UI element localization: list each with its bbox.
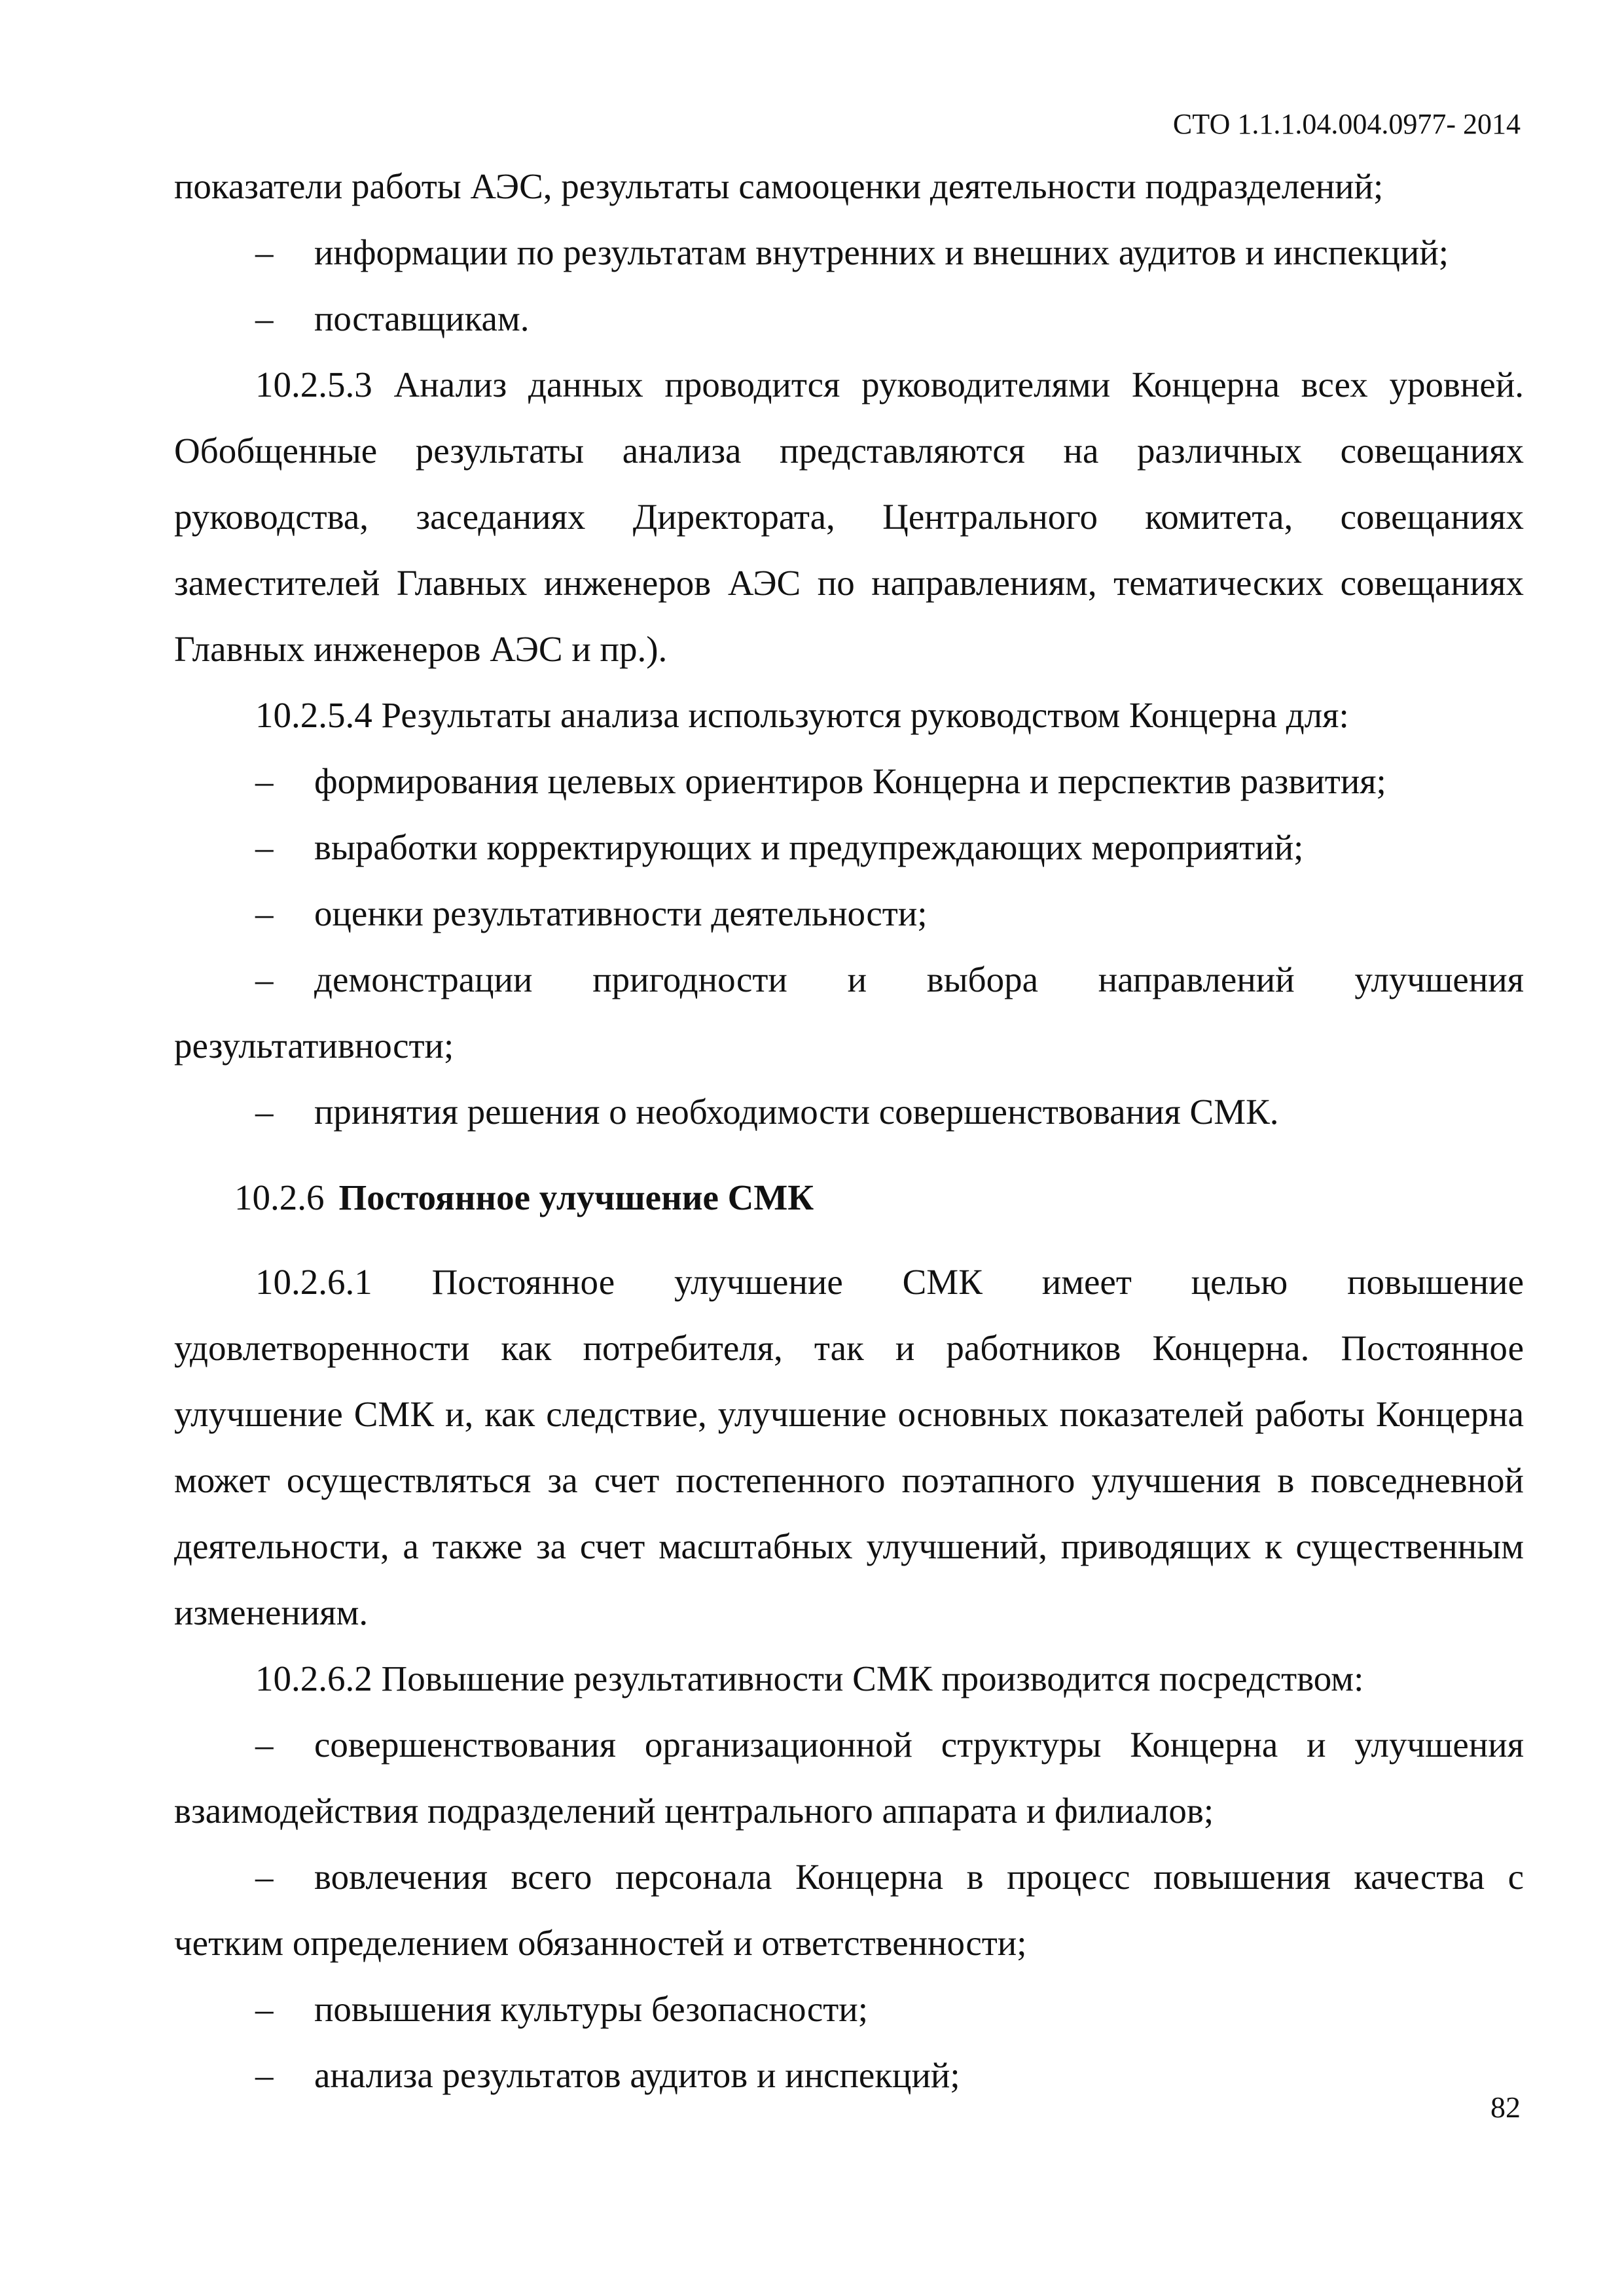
page-number: 82	[1490, 2090, 1521, 2124]
paragraph-10-2-5-4: 10.2.5.4 Результаты анализа используются руководством Концерна для:	[255, 695, 1349, 735]
list-item	[174, 880, 1524, 946]
list-item-text: информации по результатам внутренних и внешних аудитов и инспекций;	[314, 232, 1449, 272]
section-title: Постоянное улучшение СМК	[338, 1177, 814, 1217]
page-body	[174, 153, 1524, 2108]
document-code: СТО 1.1.1.04.004.0977- 2014	[1172, 108, 1521, 140]
list-item	[174, 1976, 1524, 2042]
list-item	[174, 814, 1524, 880]
dash-marker: –	[255, 1989, 274, 2029]
list-item-text: анализа результатов аудитов и инспекций;	[314, 2055, 960, 2095]
dash-marker: –	[255, 1092, 274, 1132]
list-item-text: выработки корректирующих и предупреждающих мероприятий;	[314, 827, 1304, 867]
list-item-text: демонстрации пригодности и выбора направлений улучшения результативности;	[174, 960, 1524, 1066]
dash-marker: –	[255, 232, 274, 272]
dash-marker: –	[255, 1857, 274, 1897]
list-item	[174, 946, 1524, 1079]
list-item	[174, 1844, 1524, 1976]
list-item-text: вовлечения всего персонала Концерна в процесс повышения качества с четким определением обязанностей и ответственности;	[174, 1857, 1524, 1963]
list-item	[174, 748, 1524, 814]
dash-marker: –	[255, 827, 274, 867]
paragraph-10-2-6-1: 10.2.6.1 Постоянное улучшение СМК имеет целью повышение удовлетворенности как потребителя, так и работников Концерна. Постоянное улучшение СМК и, как следствие, улучшение основных показателей работы Концерна может осуществляться за счет постепенного поэтапного улучшения в повседневной деятельности, а также за счет масштабных улучшений, приводящих к существенным изменениям.	[174, 1262, 1524, 1632]
paragraph-continuation: показатели работы АЭС, результаты самооценки деятельности подразделений;	[174, 166, 1384, 206]
section-heading	[174, 1164, 1524, 1230]
dash-marker: –	[255, 2055, 274, 2095]
list-item-text: формирования целевых ориентиров Концерна и перспектив развития;	[314, 761, 1386, 801]
dash-marker: –	[255, 298, 274, 338]
list-item-text: поставщикам.	[314, 298, 530, 338]
list-item	[174, 2042, 1524, 2108]
list-item	[174, 285, 1524, 351]
dash-marker: –	[255, 893, 274, 933]
section-number: 10.2.6	[234, 1177, 325, 1217]
dash-marker: –	[255, 1725, 274, 1765]
dash-marker: –	[255, 761, 274, 801]
list-item-text: принятия решения о необходимости совершенствования СМК.	[314, 1092, 1279, 1132]
paragraph-10-2-6-2: 10.2.6.2 Повышение результативности СМК производится посредством:	[255, 1659, 1364, 1698]
dash-marker: –	[255, 960, 274, 999]
list-item-text: повышения культуры безопасности;	[314, 1989, 868, 2029]
list-item-text: совершенствования организационной структуры Концерна и улучшения взаимодействия подразделений центрального аппарата и филиалов;	[174, 1725, 1524, 1831]
list-item-text: оценки результативности деятельности;	[314, 893, 928, 933]
list-item	[174, 1079, 1524, 1145]
paragraph-10-2-5-3: 10.2.5.3 Анализ данных проводится руководителями Концерна всех уровней. Обобщенные результаты анализа представляются на различных совещаниях руководства, заседаниях Директората, Центрального комитета, совещаниях заместителей Главных инженеров АЭС по направлениям, тематических совещаниях Главных инженеров АЭС и пр.).	[174, 365, 1524, 669]
list-item	[174, 1712, 1524, 1844]
list-item	[174, 219, 1524, 285]
